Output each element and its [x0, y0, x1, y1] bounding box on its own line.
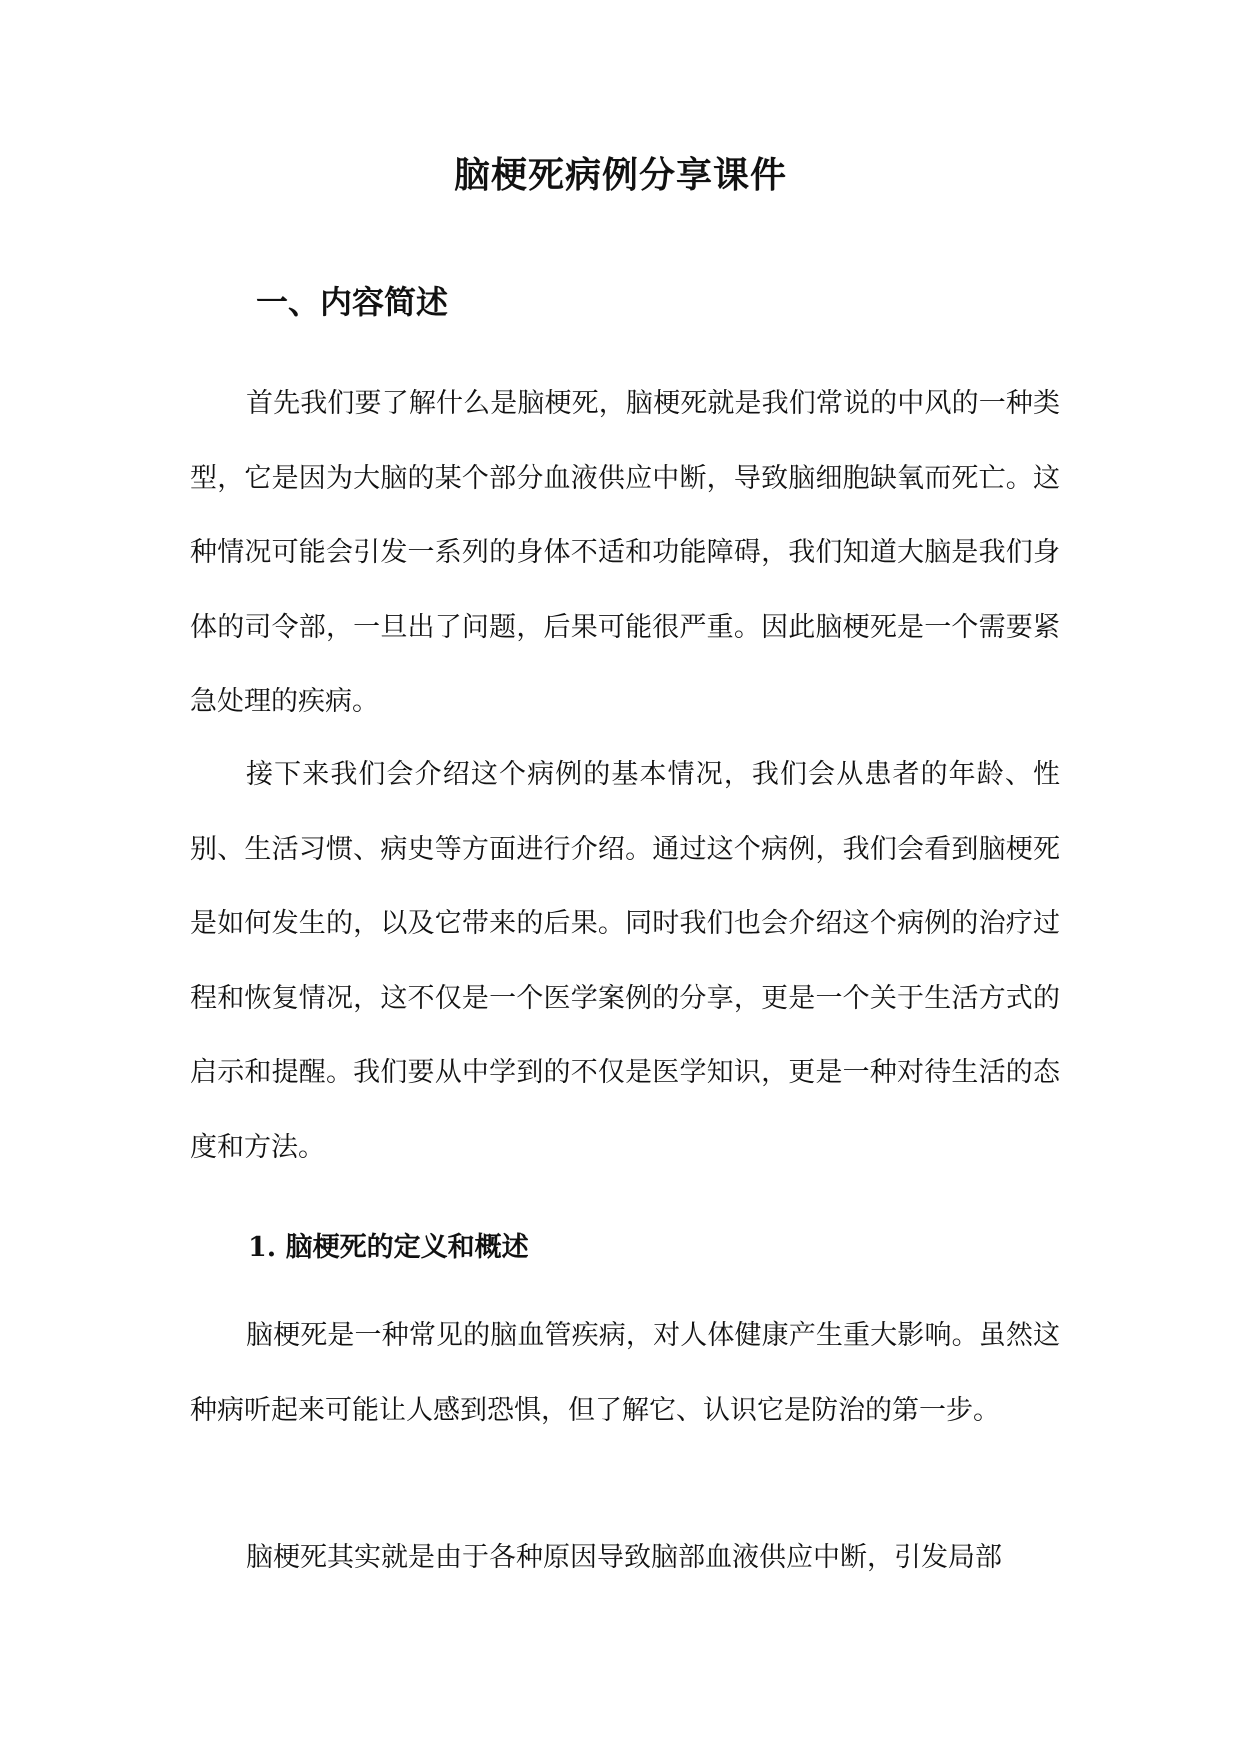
- paragraph-definition: 脑梗死是一种常见的脑血管疾病，对人体健康产生重大影响。虽然这种病听起来可能让人感到恐惧，但了解它、认识它是防治的第一步。: [190, 1320, 1060, 1426]
- paragraph-cause: 脑梗死其实就是由于各种原因导致脑部血液供应中断，引发局部: [246, 1542, 1002, 1573]
- paragraph-intro: 首先我们要了解什么是脑梗死，脑梗死就是我们常说的中风的一种类型，它是因为大脑的某个部分血液供应中断，导致脑细胞缺氧而死亡。这种情况可能会引发一系列的身体不适和功能障碍，我们知道大脑是我们身体的司令部，一旦出了问题，后果可能很严重。因此脑梗死是一个需要紧急处理的疾病。: [190, 388, 1060, 717]
- document-title: 脑梗死病例分享课件: [453, 154, 787, 196]
- section-heading: 一、内容简述: [256, 283, 449, 321]
- paragraph-case-overview: 接下来我们会介绍这个病例的基本情况，我们会从患者的年龄、性别、生活习惯、病史等方面进行介绍。通过这个病例，我们会看到脑梗死是如何发生的，以及它带来的后果。同时我们也会介绍这个病例的治疗过程和恢复情况，这不仅是一个医学案例的分享，更是一个关于生活方式的启示和提醒。我们要从中学到的不仅是医学知识，更是一种对待生活的态度和方法。: [190, 759, 1060, 1163]
- subsection-heading: 1. 脑梗死的定义和概述: [248, 1232, 529, 1263]
